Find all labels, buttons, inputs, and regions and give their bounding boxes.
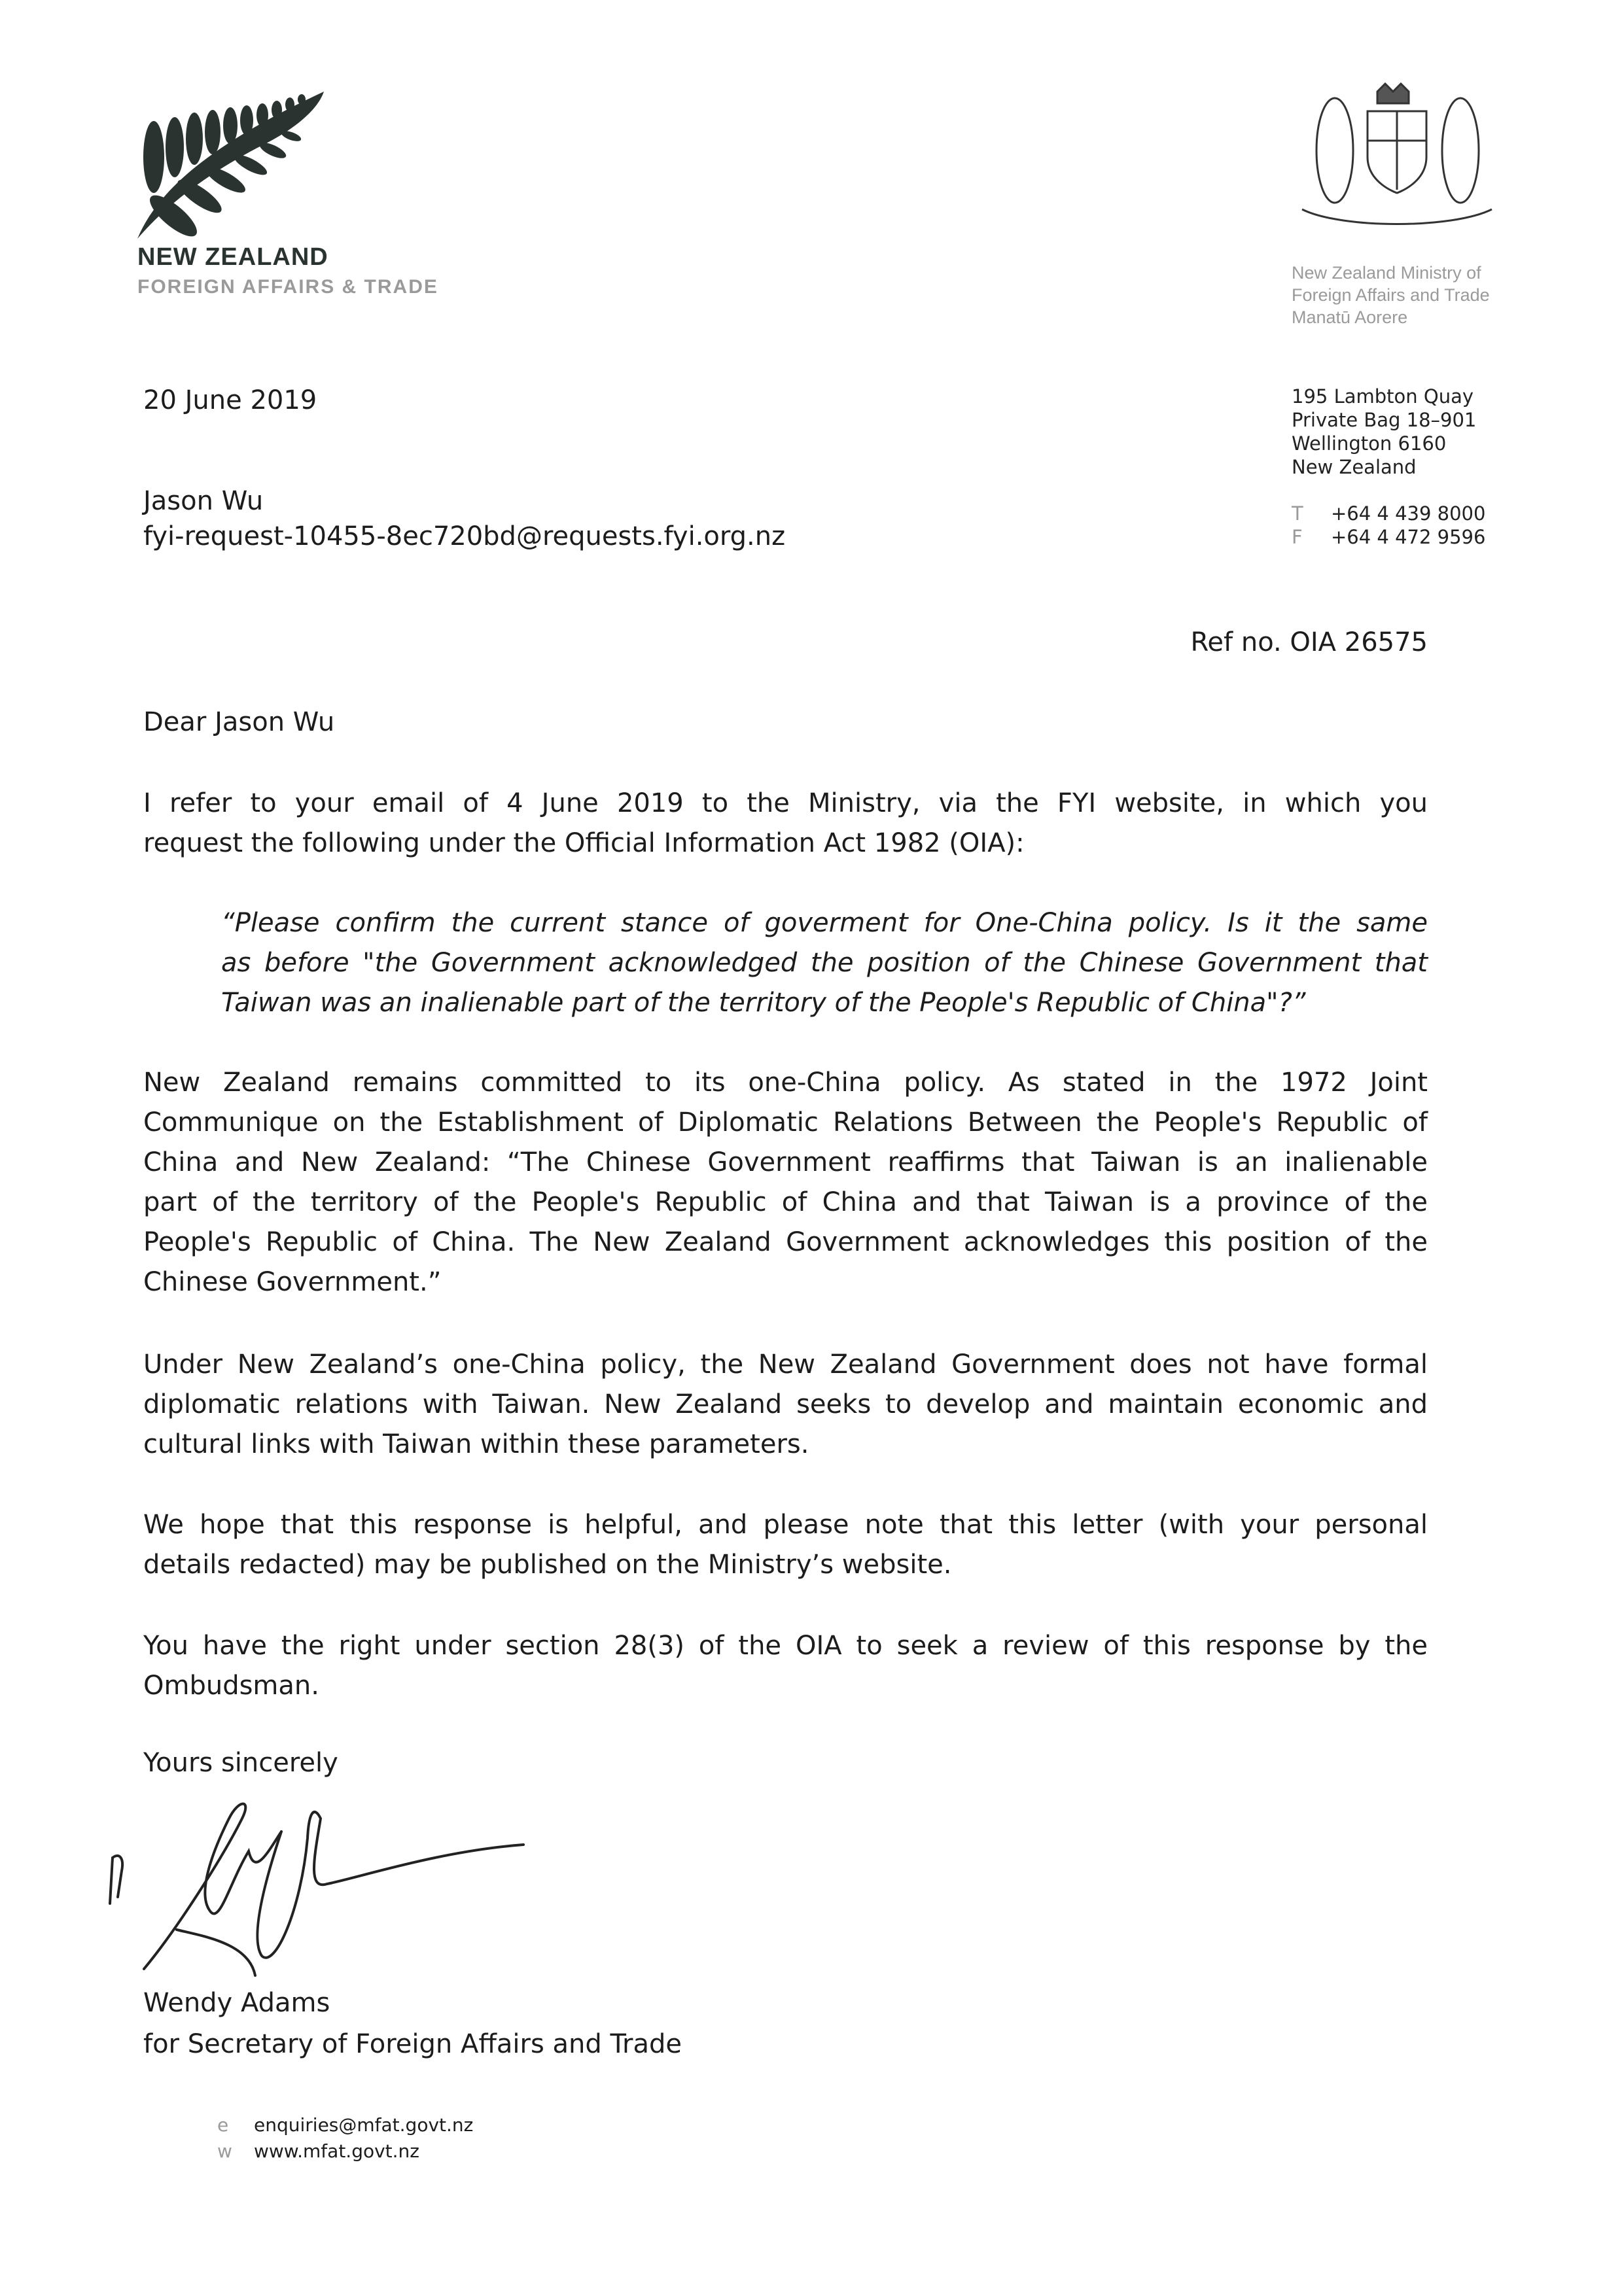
text-line: You have the right under section 28(3) of the OIA to seek a review of this response by the	[143, 1631, 1428, 1661]
web-label: w	[217, 2140, 232, 2162]
footer-web-row	[217, 2138, 419, 2165]
text-line: Under New Zealand’s one-China policy, the New Zealand Government does not have formal	[143, 1349, 1428, 1380]
text-line: as before "the Government acknowledged the position of the Chinese Government that	[221, 948, 1428, 978]
recipient-name: Jason Wu	[143, 486, 264, 516]
logo-country: NEW ZEALAND	[137, 243, 328, 271]
text-line: Chinese Government.”	[143, 1267, 442, 1297]
paragraph-review	[143, 1626, 1428, 1706]
fax-number: +64 4 472 9596	[1331, 526, 1486, 548]
text-line: Taiwan was an inalienable part of the territory of the People's Republic of China"?”	[221, 988, 1306, 1018]
reference-number: Ref no. OIA 26575	[1190, 627, 1428, 657]
text-line: diplomatic relations with Taiwan. New Zealand seeks to develop and maintain economic and	[143, 1389, 1428, 1419]
ministry-name-line: New Zealand Ministry of	[1292, 263, 1481, 283]
text-line: “Please confirm the current stance of goverment for One-China policy. Is it the same	[221, 908, 1428, 938]
signatory-title: for Secretary of Foreign Affairs and Trade	[143, 2029, 682, 2059]
signatory-name: Wendy Adams	[143, 1988, 330, 2018]
address-line: Wellington 6160	[1292, 432, 1447, 455]
email-label: e	[217, 2114, 229, 2136]
address-line: Private Bag 18–901	[1292, 409, 1477, 431]
ministry-name-line: Manatū Aorere	[1292, 307, 1408, 327]
text-line: China and New Zealand: “The Chinese Government reaffirms that Taiwan is an inalienable	[143, 1147, 1428, 1177]
ministry-name	[1292, 262, 1490, 328]
fax-row	[1292, 525, 1485, 549]
letter-date: 20 June 2019	[143, 385, 317, 415]
phone-number: +64 4 439 8000	[1331, 502, 1486, 525]
ministry-address	[1292, 385, 1476, 479]
text-line: cultural links with Taiwan within these parameters.	[143, 1429, 809, 1459]
phone-label: T	[1292, 502, 1303, 525]
phone-row	[1292, 502, 1485, 525]
text-line: request the following under the Official Information Act 1982 (OIA):	[143, 828, 1025, 858]
text-line: I refer to your email of 4 June 2019 to the Ministry, via the FYI website, in which you	[143, 788, 1428, 818]
fax-label: F	[1292, 526, 1303, 548]
footer-email-link[interactable]: enquiries@mfat.govt.nz	[254, 2114, 474, 2136]
paragraph-publication	[143, 1505, 1428, 1585]
text-line: Communique on the Establishment of Diplomatic Relations Between the People's Republic of	[143, 1107, 1428, 1138]
text-line: part of the territory of the People's Republic of China and that Taiwan is a province of the	[143, 1187, 1428, 1217]
closing: Yours sincerely	[143, 1748, 338, 1778]
salutation: Dear Jason Wu	[143, 707, 335, 737]
quoted-request	[221, 903, 1428, 1023]
footer-email-row	[217, 2112, 473, 2138]
signature-image	[98, 1779, 543, 1989]
text-line: New Zealand remains committed to its one-China policy. As stated in the 1972 Joint	[143, 1068, 1428, 1098]
address-line: 195 Lambton Quay	[1292, 385, 1474, 408]
text-line: We hope that this response is helpful, and please note that this letter (with your personal	[143, 1510, 1428, 1540]
recipient-email: fyi-request-10455-8ec720bd@requests.fyi.org.nz	[143, 521, 786, 551]
paragraph-request	[143, 784, 1428, 863]
text-line: details redacted) may be published on the Ministry’s website.	[143, 1550, 952, 1580]
address-line: New Zealand	[1292, 456, 1417, 478]
paragraph-policy	[143, 1063, 1428, 1302]
text-line: People's Republic of China. The New Zealand Government acknowledges this position of the	[143, 1227, 1428, 1257]
coat-of-arms-icon	[1289, 78, 1505, 232]
ministry-name-line: Foreign Affairs and Trade	[1292, 285, 1490, 305]
fern-logo-icon	[134, 85, 344, 242]
text-line: Ombudsman.	[143, 1671, 319, 1701]
footer-web-link[interactable]: www.mfat.govt.nz	[254, 2140, 419, 2162]
logo-department: FOREIGN AFFAIRS & TRADE	[137, 276, 438, 298]
paragraph-taiwan	[143, 1345, 1428, 1465]
